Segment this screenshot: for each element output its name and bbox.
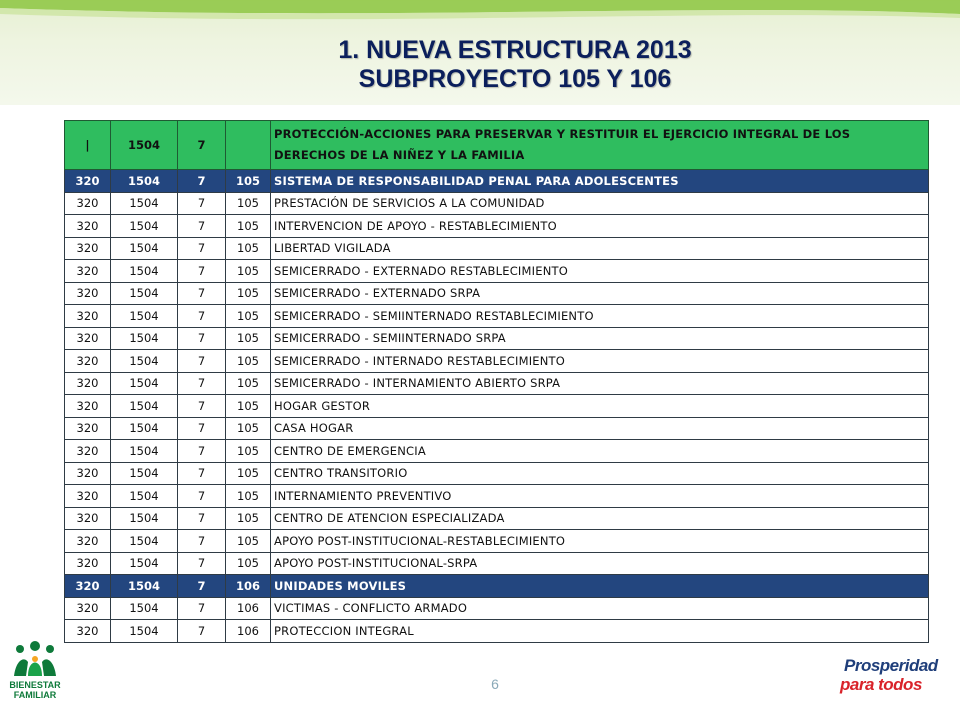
col-description-cell: UNIDADES MOVILES — [271, 575, 929, 598]
col-code-cell: 320 — [65, 575, 111, 598]
col-code-cell: 320 — [65, 440, 111, 463]
col-sub-cell: 7 — [178, 305, 226, 328]
table-row — [65, 462, 929, 485]
table-row — [65, 305, 929, 328]
prosperidad-para-todos-logo — [838, 652, 952, 700]
col-code-cell: 320 — [65, 305, 111, 328]
col-sub-cell: 7 — [178, 395, 226, 418]
col-project-cell: 105 — [226, 552, 271, 575]
col-program-cell: 1504 — [111, 620, 178, 643]
bienestar-familiar-logo — [6, 640, 64, 718]
col-description-cell: SEMICERRADO - EXTERNADO SRPA — [271, 282, 929, 305]
col-project-cell: 105 — [226, 485, 271, 508]
col-program-cell: 1504 — [111, 215, 178, 238]
col-program-cell: 1504 — [111, 395, 178, 418]
col-code-cell: 320 — [65, 462, 111, 485]
col-program-cell: 1504 — [111, 327, 178, 350]
col-code-cell: 320 — [65, 260, 111, 283]
col-description-cell: SEMICERRADO - INTERNADO RESTABLECIMIENTO — [271, 350, 929, 373]
col-project-cell: 105 — [226, 282, 271, 305]
table-row — [65, 485, 929, 508]
col-description-cell: VICTIMAS - CONFLICTO ARMADO — [271, 597, 929, 620]
col-project-cell: 105 — [226, 237, 271, 260]
table-row — [65, 552, 929, 575]
col-sub-cell: 7 — [178, 215, 226, 238]
col-description-cell: SISTEMA DE RESPONSABILIDAD PENAL PARA ADOLESCENTES — [271, 170, 929, 193]
budget-structure-table — [64, 120, 929, 643]
title-line-2: SUBPROYECTO 105 Y 106 — [358, 65, 672, 93]
col-sub-cell: 7 — [178, 575, 226, 598]
logo-left-line-1: BIENESTAR — [9, 680, 61, 690]
logo-right-line-2: para todos — [840, 675, 922, 694]
table-row — [65, 350, 929, 373]
col-sub-cell: 7 — [178, 192, 226, 215]
col-program-cell: 1504 — [111, 260, 178, 283]
header-swoosh — [0, 0, 960, 30]
table-row — [65, 260, 929, 283]
table-section-row — [65, 575, 929, 598]
col-code-cell: 320 — [65, 192, 111, 215]
col-sub-cell: 7 — [178, 170, 226, 193]
title-line-1: 1. NUEVA ESTRUCTURA 2013 — [338, 36, 692, 64]
col-sub-cell: 7 — [178, 372, 226, 395]
col-description-cell: APOYO POST-INSTITUCIONAL-RESTABLECIMIENTO — [271, 530, 929, 553]
col-program-cell: 1504 — [111, 485, 178, 508]
table-row — [65, 440, 929, 463]
col-description-cell: PRESTACIÓN DE SERVICIOS A LA COMUNIDAD — [271, 192, 929, 215]
table-row — [65, 597, 929, 620]
col-code-cell: 320 — [65, 507, 111, 530]
col-program-cell: 1504 — [111, 597, 178, 620]
col-sub-cell: 7 — [178, 237, 226, 260]
col-project-cell: 105 — [226, 350, 271, 373]
col-sub-cell: 7 — [178, 485, 226, 508]
col-program-cell: 1504 — [111, 462, 178, 485]
col-project-cell: 105 — [226, 507, 271, 530]
col-code-cell: 320 — [65, 485, 111, 508]
col-sub-cell: 7 — [178, 327, 226, 350]
col-code-cell: 320 — [65, 552, 111, 575]
col-program-cell: 1504 — [111, 350, 178, 373]
logo-right-line-1: Prosperidad — [844, 656, 938, 675]
header-cell-4 — [226, 121, 271, 170]
col-code-cell: 320 — [65, 417, 111, 440]
col-program-cell: 1504 — [111, 507, 178, 530]
bienestar-logo-text — [6, 680, 64, 700]
col-sub-cell: 7 — [178, 507, 226, 530]
table-row — [65, 620, 929, 643]
col-project-cell: 105 — [226, 327, 271, 350]
col-program-cell: 1504 — [111, 170, 178, 193]
col-program-cell: 1504 — [111, 575, 178, 598]
col-description-cell: HOGAR GESTOR — [271, 395, 929, 418]
col-project-cell: 106 — [226, 597, 271, 620]
col-code-cell: 320 — [65, 530, 111, 553]
col-description-cell: INTERVENCION DE APOYO - RESTABLECIMIENTO — [271, 215, 929, 238]
col-project-cell: 106 — [226, 575, 271, 598]
col-description-cell: APOYO POST-INSTITUCIONAL-SRPA — [271, 552, 929, 575]
table-row — [65, 417, 929, 440]
col-program-cell: 1504 — [111, 440, 178, 463]
col-sub-cell: 7 — [178, 620, 226, 643]
col-description-cell: SEMICERRADO - INTERNAMIENTO ABIERTO SRPA — [271, 372, 929, 395]
header-cell-1: | — [65, 121, 111, 170]
col-program-cell: 1504 — [111, 192, 178, 215]
col-sub-cell: 7 — [178, 350, 226, 373]
col-description-cell: CENTRO TRANSITORIO — [271, 462, 929, 485]
col-project-cell: 105 — [226, 170, 271, 193]
col-project-cell: 105 — [226, 372, 271, 395]
col-program-cell: 1504 — [111, 530, 178, 553]
col-program-cell: 1504 — [111, 282, 178, 305]
col-description-cell: LIBERTAD VIGILADA — [271, 237, 929, 260]
col-project-cell: 105 — [226, 395, 271, 418]
col-sub-cell: 7 — [178, 417, 226, 440]
col-project-cell: 105 — [226, 417, 271, 440]
col-code-cell: 320 — [65, 372, 111, 395]
col-code-cell: 320 — [65, 282, 111, 305]
col-sub-cell: 7 — [178, 440, 226, 463]
family-figures-icon — [6, 640, 64, 680]
col-project-cell: 105 — [226, 440, 271, 463]
col-description-cell: PROTECCION INTEGRAL — [271, 620, 929, 643]
col-sub-cell: 7 — [178, 597, 226, 620]
col-program-cell: 1504 — [111, 552, 178, 575]
table-row — [65, 192, 929, 215]
page-number: 6 — [491, 676, 499, 692]
col-program-cell: 1504 — [111, 372, 178, 395]
col-code-cell: 320 — [65, 327, 111, 350]
col-code-cell: 320 — [65, 350, 111, 373]
header-cell-2: 1504 — [111, 121, 178, 170]
table-row — [65, 215, 929, 238]
col-description-cell: CENTRO DE ATENCION ESPECIALIZADA — [271, 507, 929, 530]
col-description-cell: INTERNAMIENTO PREVENTIVO — [271, 485, 929, 508]
table-row — [65, 395, 929, 418]
col-project-cell: 105 — [226, 462, 271, 485]
table-row — [65, 327, 929, 350]
col-project-cell: 105 — [226, 305, 271, 328]
table-row — [65, 507, 929, 530]
slide-title — [0, 36, 960, 94]
col-project-cell: 106 — [226, 620, 271, 643]
col-description-cell: SEMICERRADO - SEMIINTERNADO SRPA — [271, 327, 929, 350]
header-cell-description: PROTECCIÓN-ACCIONES PARA PRESERVAR Y RESTITUIR EL EJERCICIO INTEGRAL DE LOS DERECHOS DE LA NIÑEZ Y LA FAMILIA — [271, 121, 929, 170]
col-code-cell: 320 — [65, 395, 111, 418]
col-code-cell: 320 — [65, 215, 111, 238]
col-description-cell: CENTRO DE EMERGENCIA — [271, 440, 929, 463]
col-description-cell: SEMICERRADO - EXTERNADO RESTABLECIMIENTO — [271, 260, 929, 283]
col-program-cell: 1504 — [111, 237, 178, 260]
col-code-cell: 320 — [65, 597, 111, 620]
table-section-row — [65, 170, 929, 193]
table-row — [65, 237, 929, 260]
col-code-cell: 320 — [65, 237, 111, 260]
col-sub-cell: 7 — [178, 260, 226, 283]
col-code-cell: 320 — [65, 170, 111, 193]
header-cell-3: 7 — [178, 121, 226, 170]
col-program-cell: 1504 — [111, 305, 178, 328]
col-description-cell: SEMICERRADO - SEMIINTERNADO RESTABLECIMIENTO — [271, 305, 929, 328]
col-sub-cell: 7 — [178, 552, 226, 575]
col-project-cell: 105 — [226, 530, 271, 553]
col-project-cell: 105 — [226, 192, 271, 215]
col-sub-cell: 7 — [178, 530, 226, 553]
table-row — [65, 282, 929, 305]
table-row — [65, 372, 929, 395]
col-project-cell: 105 — [226, 215, 271, 238]
col-program-cell: 1504 — [111, 417, 178, 440]
logo-left-line-2: FAMILIAR — [13, 690, 57, 700]
col-project-cell: 105 — [226, 260, 271, 283]
table-row — [65, 530, 929, 553]
table-header-row — [65, 121, 929, 170]
col-sub-cell: 7 — [178, 282, 226, 305]
col-code-cell: 320 — [65, 620, 111, 643]
col-sub-cell: 7 — [178, 462, 226, 485]
col-description-cell: CASA HOGAR — [271, 417, 929, 440]
